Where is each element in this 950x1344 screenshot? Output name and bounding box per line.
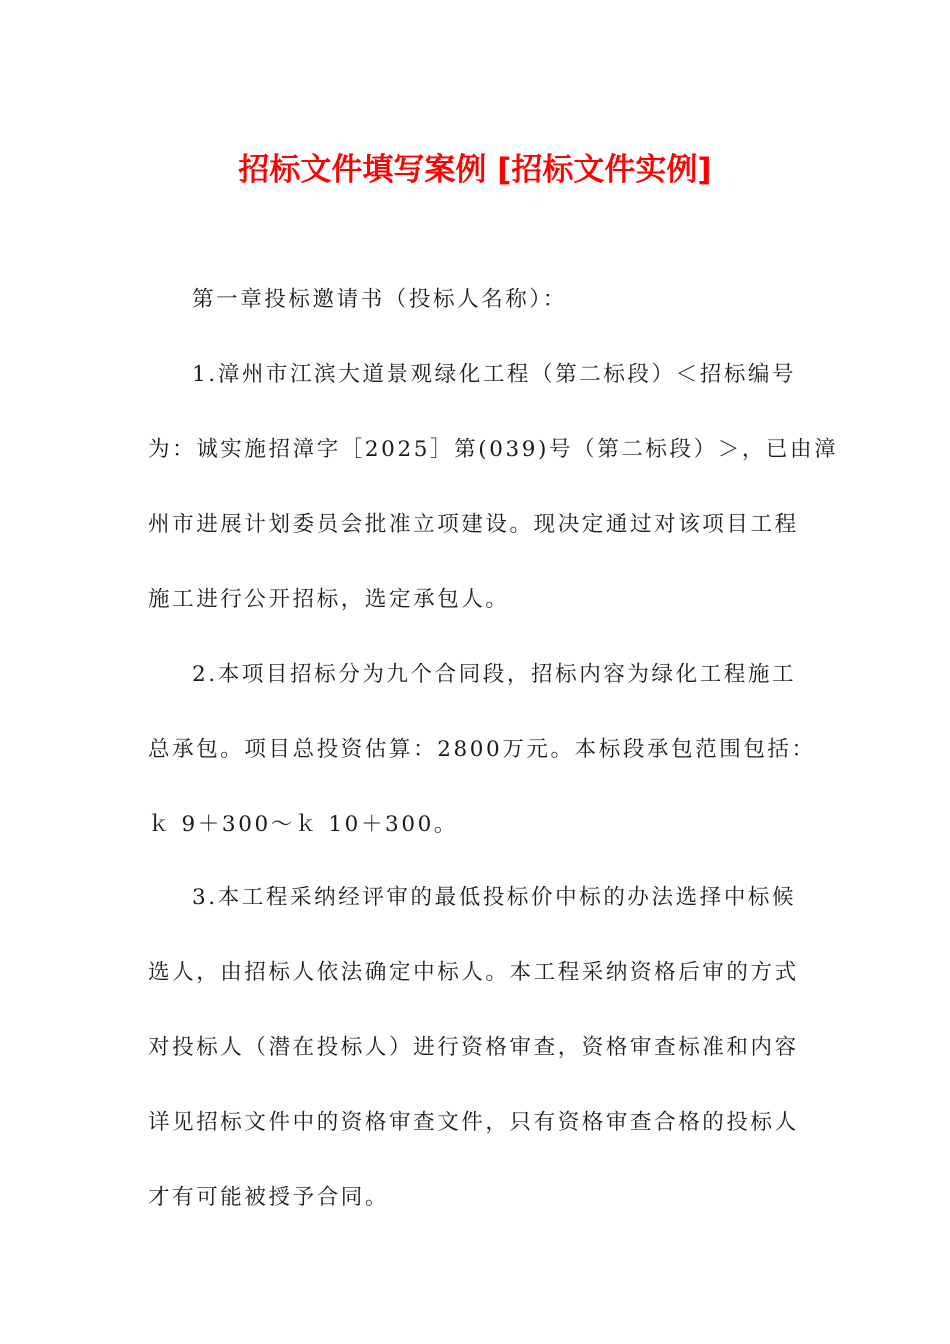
document-title: 招标文件填写案例 [招标文件实例]: [238, 152, 712, 188]
paragraph-3-line-3: 对投标人（潜在投标人）进行资格审查，资格审查标准和内容: [148, 1035, 799, 1060]
paragraph-3-line-4: 详见招标文件中的资格审查文件，只有资格审查合格的投标人: [148, 1110, 799, 1135]
paragraph-1-line-3: 州市进展计划委员会批准立项建设。现决定通过对该项目工程: [148, 512, 799, 537]
paragraph-3-line-5: 才有可能被授予合同。: [148, 1185, 390, 1210]
paragraph-1-line-1: 1.漳州市江滨大道景观绿化工程（第二标段）＜招标编号: [192, 362, 797, 387]
chapter-heading: 第一章投标邀请书（投标人名称）：: [192, 287, 567, 312]
paragraph-1-line-4: 施工进行公开招标，选定承包人。: [148, 587, 510, 612]
paragraph-1-line-2: 为：诚实施招漳字［2025］第(039)号（第二标段）＞，已由漳: [148, 437, 839, 462]
paragraph-2-line-1: 2.本项目招标分为九个合同段，招标内容为绿化工程施工: [192, 662, 797, 687]
paragraph-2-line-3: ｋ 9＋300～ｋ 10＋300。: [148, 812, 458, 837]
paragraph-2-line-2: 总承包。项目总投资估算：2800万元。本标段承包范围包括：: [148, 737, 816, 762]
paragraph-3-line-1: 3.本工程采纳经评审的最低投标价中标的办法选择中标候: [192, 885, 797, 910]
paragraph-3-line-2: 选人，由招标人依法确定中标人。本工程采纳资格后审的方式: [148, 960, 799, 985]
